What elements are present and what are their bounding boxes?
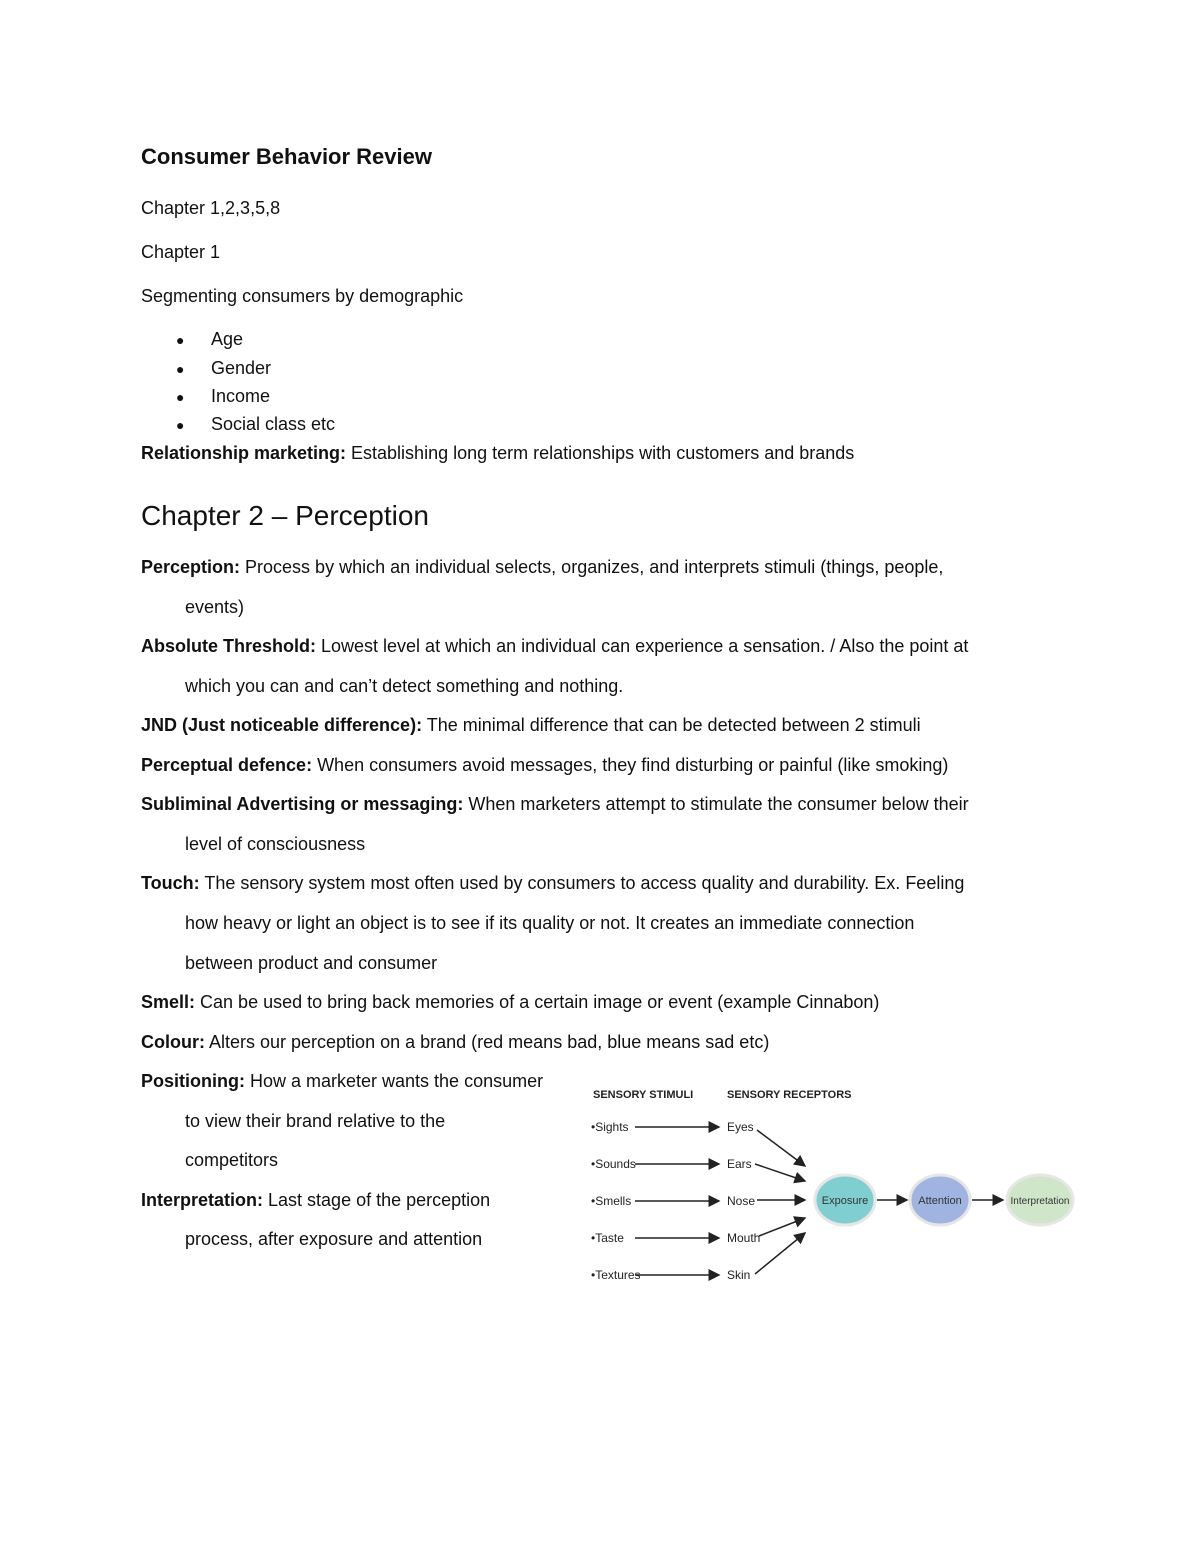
receptor-skin: Skin bbox=[727, 1268, 751, 1282]
definition-text: Can be used to bring back memories of a certain image or event (example Cinnabon) bbox=[195, 992, 880, 1012]
stimulus-textures: •Textures bbox=[591, 1268, 641, 1282]
term-label: Absolute Threshold: bbox=[141, 636, 316, 656]
bullet-icon: ● bbox=[176, 361, 185, 377]
chapter1-heading: Chapter 1 bbox=[141, 242, 221, 262]
definition-text: How a marketer wants the consumer bbox=[244, 1071, 544, 1091]
positioning-continuation-1: to view their brand relative to the bbox=[185, 1111, 446, 1131]
smell-line bbox=[141, 992, 879, 1013]
arrow-mouth-to-exposure bbox=[759, 1218, 805, 1236]
definition-text: Last stage of the perception bbox=[263, 1190, 491, 1210]
bullet-icon: ● bbox=[176, 389, 185, 405]
receptor-ears: Ears bbox=[727, 1157, 752, 1171]
perception-process-diagram bbox=[575, 1078, 1085, 1288]
chapter2-heading: Chapter 2 – Perception bbox=[141, 500, 429, 531]
stimuli-header: SENSORY STIMULI bbox=[593, 1089, 694, 1101]
term-label: Smell: bbox=[141, 992, 196, 1012]
definition-text: Alters our perception on a brand (red means bad, blue means sad etc) bbox=[204, 1032, 770, 1052]
definition-text: Establishing long term relationships with customers and brands bbox=[346, 443, 855, 463]
relationship-marketing-line bbox=[141, 443, 854, 464]
stimulus-taste: •Taste bbox=[591, 1231, 624, 1245]
document-title: Consumer Behavior Review bbox=[141, 144, 432, 169]
positioning-line bbox=[141, 1071, 543, 1092]
arrow-eyes-to-exposure bbox=[757, 1130, 805, 1166]
receptors-header: SENSORY RECEPTORS bbox=[727, 1089, 852, 1101]
positioning-continuation-2: competitors bbox=[185, 1150, 279, 1170]
term-label: Colour: bbox=[141, 1032, 205, 1052]
definition-text: The sensory system most often used by consumers to access quality and durability. Ex. Feeling bbox=[199, 873, 965, 893]
stage-exposure-label: Exposure bbox=[821, 1195, 869, 1207]
bullet-icon: ● bbox=[176, 332, 185, 348]
perception-continuation: events) bbox=[185, 597, 245, 617]
perceptual-defence-line bbox=[141, 755, 948, 776]
term-label: Touch: bbox=[141, 873, 200, 893]
interpretation-continuation: process, after exposure and attention bbox=[185, 1229, 483, 1249]
colour-line bbox=[141, 1032, 769, 1053]
perception-line bbox=[141, 557, 943, 578]
bullet-item-gender: Gender bbox=[211, 358, 272, 378]
absolute-threshold-line bbox=[141, 636, 968, 657]
term-label: Perceptual defence: bbox=[141, 755, 313, 775]
stimulus-sights: •Sights bbox=[591, 1120, 629, 1134]
touch-continuation-2: between product and consumer bbox=[185, 953, 438, 973]
jnd-line bbox=[141, 715, 921, 736]
receptor-mouth: Mouth bbox=[727, 1231, 761, 1245]
term-label: Relationship marketing: bbox=[141, 443, 347, 463]
arrow-ears-to-exposure bbox=[755, 1164, 805, 1181]
stimulus-sounds: •Sounds bbox=[591, 1157, 636, 1171]
touch-continuation-1: how heavy or light an object is to see if its quality or not. It creates an immediate connection bbox=[185, 913, 915, 933]
definition-text: The minimal difference that can be detected between 2 stimuli bbox=[422, 715, 921, 735]
term-label: Interpretation: bbox=[141, 1190, 264, 1210]
bullet-item-social-class: Social class etc bbox=[211, 414, 336, 434]
chapters-list-line: Chapter 1,2,3,5,8 bbox=[141, 198, 281, 218]
interpretation-line bbox=[141, 1190, 490, 1211]
bullet-item-age: Age bbox=[211, 329, 244, 349]
bullet-icon: ● bbox=[176, 417, 185, 433]
stage-attention-label: Attention bbox=[918, 1195, 962, 1207]
receptor-nose: Nose bbox=[727, 1194, 756, 1208]
receptor-eyes: Eyes bbox=[727, 1120, 754, 1134]
subliminal-line bbox=[141, 794, 969, 815]
definition-text: Process by which an individual selects, organizes, and interprets stimuli (things, people, bbox=[240, 557, 944, 577]
bullet-item-income: Income bbox=[211, 386, 271, 406]
definition-text: When marketers attempt to stimulate the consumer below their bbox=[463, 794, 969, 814]
definition-text: When consumers avoid messages, they find disturbing or painful (like smoking) bbox=[312, 755, 949, 775]
segment-intro: Segmenting consumers by demographic bbox=[141, 286, 464, 306]
arrow-skin-to-exposure bbox=[755, 1233, 805, 1274]
touch-line bbox=[141, 873, 964, 894]
subliminal-continuation: level of consciousness bbox=[185, 834, 366, 854]
term-label: JND (Just noticeable difference): bbox=[141, 715, 423, 735]
term-label: Subliminal Advertising or messaging: bbox=[141, 794, 464, 814]
stimulus-smells: •Smells bbox=[591, 1194, 632, 1208]
term-label: Perception: bbox=[141, 557, 241, 577]
absolute-threshold-continuation: which you can and can’t detect something and nothing. bbox=[185, 676, 624, 696]
stage-interpretation-label: Interpretation bbox=[1010, 1196, 1070, 1207]
term-label: Positioning: bbox=[141, 1071, 245, 1091]
definition-text: Lowest level at which an individual can experience a sensation. / Also the point at bbox=[316, 636, 969, 656]
